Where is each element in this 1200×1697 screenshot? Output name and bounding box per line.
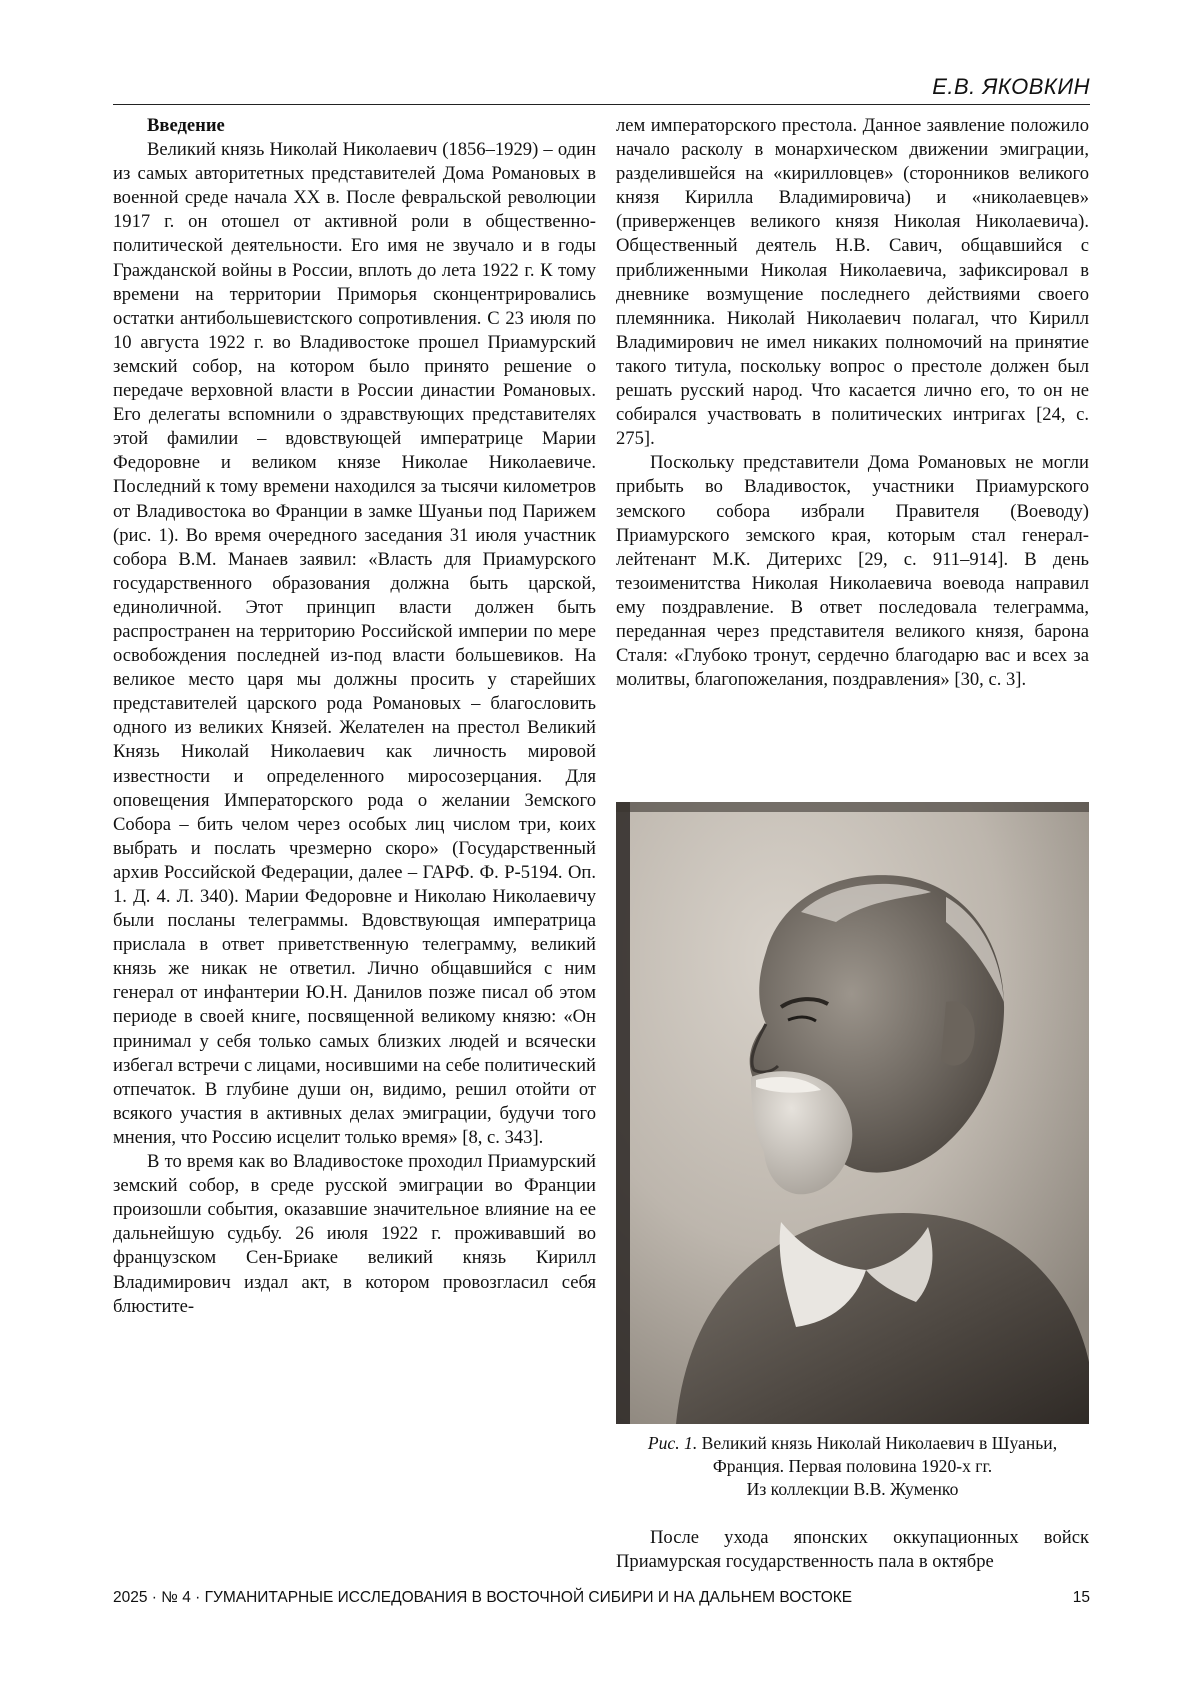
paragraph-continued: лем императорского престола. Данное заявление положило начало расколу в монархическом движении эмиграции, разделившейся на «кирилловцев» (сторонников великого князя Кирилла Владимировича) и «николаевцев» (приверженцев великого князя Николая Николаевича). Общественный деятель Н.В. Савич, общавшийся с приближенными Николая Николаевича, зафиксировал в дневнике возмущение последнего действиями своего племянника. Николай Николаевич полагал, что Кирилл Владимирович не имел никаких полномочий на принятие такого титула, поскольку вопрос о престоле должен был решать русский народ. Что касается лично его, то он не собирался участвовать в политических интригах [24, с. 275]. bbox=[616, 115, 1089, 450]
header-rule bbox=[113, 104, 1090, 105]
right-column bbox=[616, 114, 1089, 692]
left-column bbox=[113, 114, 596, 1319]
running-head-author: Е.В. ЯКОВКИН bbox=[932, 74, 1090, 99]
caption-line-3: Из коллекции В.В. Жуменко bbox=[746, 1479, 959, 1499]
paragraph-intro-1: Великий князь Николай Николаевич (1856–1929) – один из самых авторитетных представителей Дома Романовых в военной среде начала XX в. После февральской революции 1917 г. он отошел от активной роли в общественно-политической деятельности. Его имя не звучало и в годы Гражданской войны в России, вплоть до лета 1922 г. К тому времени на территории Приморья сконцентрировались остатки антибольшевистского сопротивления. С 23 июля по 10 августа 1922 г. во Владивостоке прошел Приамурский земский собор, на котором было принято решение о передаче верховной власти в России династии Романовых. Его делегаты вспомнили о здравствующих представителях этой фамилии – вдовствующей императрице Марии Федоровне и великом князе Николае Николаевиче. Последний к тому времени находился за тысячи километров от Владивостока во Франции в замке Шуаньи под Парижем (рис. 1). Во время очередного заседания 31 июля участник собора В.М. Манаев заявил: «Власть для Приамурского государственного образования должна быть царской, единоличной. Этот принцип власти должен быть распространен на территорию Российской империи по мере освобождения последней из-под власти большевиков. На великое место царя мы должны просить у старейших представителей царского рода Романовых – благословить одного из великих Князей. Желателен на престол Великий Князь Николай Николаевич как личность мировой известности и определенного миросозерцания. Для оповещения Императорского рода о желании Земского Собора – бить челом через особых лиц числом три, коих выбрать и послать чрезмерно скоро» (Государственный архив Российской Федерации, далее – ГАРФ. Ф. Р-5194. Оп. 1. Д. 4. Л. 340). Марии Федоровне и Николаю Николаевичу были посланы телеграммы. Вдовствующая императрица прислала в ответ приветственную телеграмму, великий князь же никак не ответил. Лично общавшийся с ним генерал от инфантерии Ю.Н. Данилов позже писал об этом периоде в своей книге, посвященной великому князю: «Он принимал у себя только самых близких людей и всячески избегал встречи с лицами, носившими на себе политический отпечаток. В глубине души он, видимо, решил отойти от всякого участия в активных делах эмиграции, будучи того мнения, что Россию исцелит только время» [8, с. 343]. bbox=[113, 139, 596, 1148]
figure-caption bbox=[616, 1432, 1089, 1501]
paragraph-intro-2: В то время как во Владивостоке проходил Приамурский земский собор, в среде русской эмиграции во Франции произошли события, оказавшие значительное влияние на ее дальнейшую судьбу. 26 июля 1922 г. проживавший во французском Сен-Бриаке великий князь Кирилл Владимирович издал акт, в котором провозгласил себя блюстите- bbox=[113, 1151, 596, 1317]
right-column-after-figure bbox=[616, 1526, 1089, 1574]
page-footer bbox=[113, 1589, 1090, 1607]
caption-line-1 bbox=[616, 1432, 1089, 1455]
portrait-photo bbox=[616, 802, 1089, 1424]
caption-text-1: Великий князь Николай Николаевич в Шуаньи, bbox=[701, 1433, 1058, 1453]
portrait-illustration bbox=[616, 802, 1089, 1424]
section-heading: Введение bbox=[147, 115, 225, 136]
figure-label: Рис. 1. bbox=[647, 1433, 698, 1453]
page-number: 15 bbox=[1072, 1589, 1090, 1606]
paragraph-diterikhs: Поскольку представители Дома Романовых не могли прибыть во Владивосток, участники Приамурского земского собора избрали Правителя (Воеводу) Приамурского земского края, которым стал генерал-лейтенант М.К. Дитерихс [29, с. 911–914]. В день тезоименитства Николая Николаевича воевода направил ему поздравление. В ответ последовала телеграмма, переданная через представителя великого князя, барона Сталя: «Глубоко тронут, сердечно благодарю вас и всех за молитвы, благопожелания, поздравления» [30, с. 3]. bbox=[616, 452, 1089, 691]
caption-line-2: Франция. Первая половина 1920-х гг. bbox=[712, 1456, 993, 1476]
paragraph-after-occupation: После ухода японских оккупационных войск Приамурская государственность пала в октябре bbox=[616, 1527, 1089, 1573]
footer-journal-title: 2025 · № 4 · ГУМАНИТАРНЫЕ ИССЛЕДОВАНИЯ В ВОСТОЧНОЙ СИБИРИ И НА ДАЛЬНЕМ ВОСТОКЕ bbox=[113, 1589, 853, 1606]
